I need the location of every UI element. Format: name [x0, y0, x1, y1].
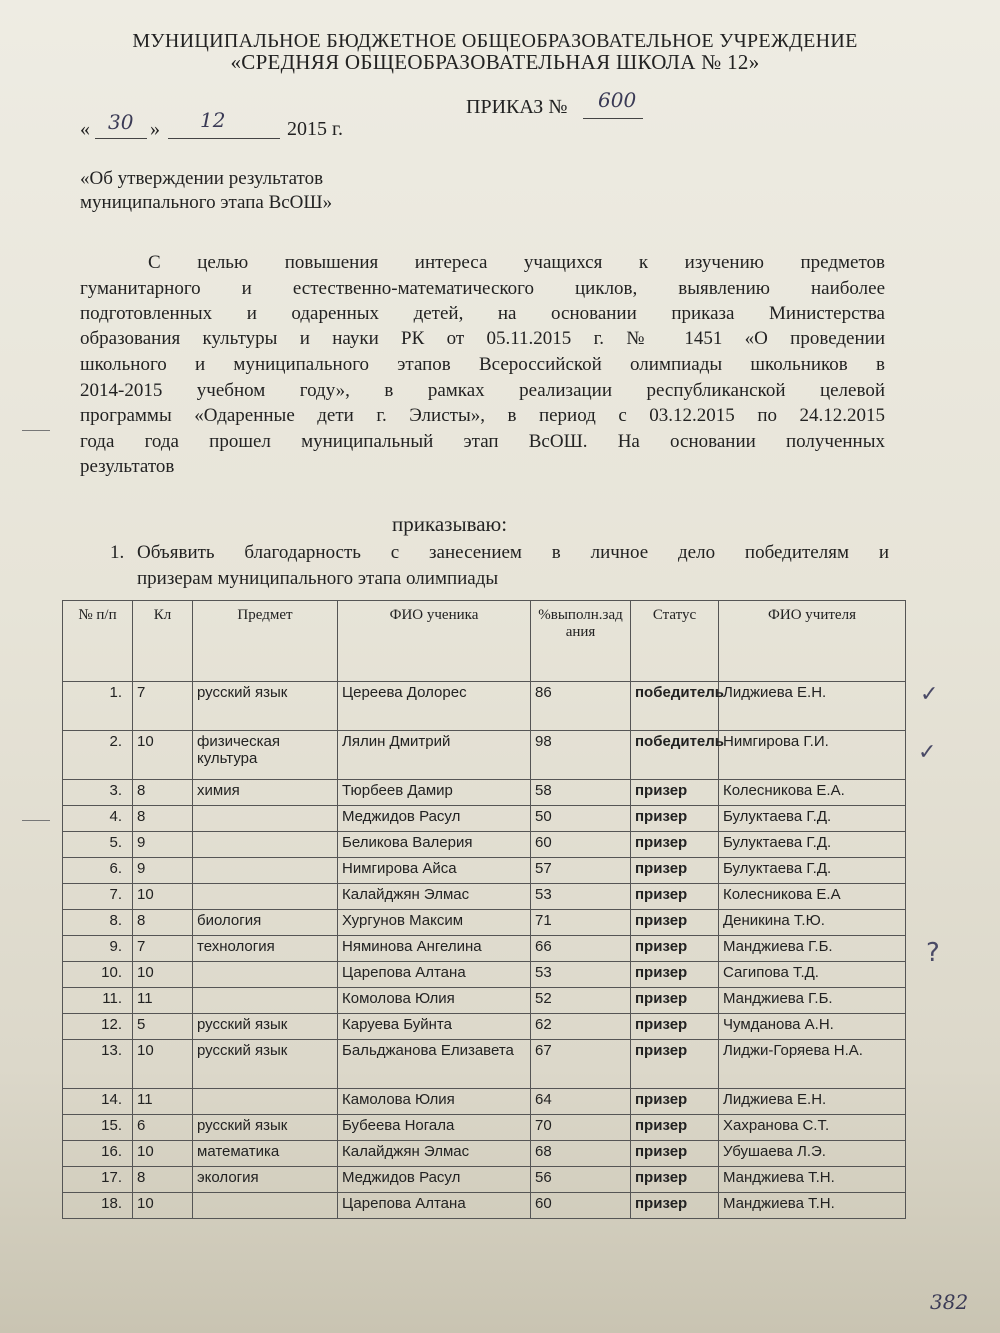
cell-status: призер: [631, 1014, 719, 1040]
cell-number: 15.: [63, 1115, 133, 1141]
body-line: года года прошел муниципальный этап ВсОШ. На основании полученных: [80, 431, 885, 452]
cell-student: Беликова Валерия: [338, 832, 531, 858]
date-day-line: [95, 138, 147, 139]
table-row: [63, 962, 906, 988]
cell-student: Каруева Буйнта: [338, 1014, 531, 1040]
cell-subject: русский язык: [193, 1014, 338, 1040]
body-line: подготовленных и одаренных детей, на основании приказа Министерства: [80, 303, 885, 324]
cell-student: Бубеева Ногала: [338, 1115, 531, 1141]
cell-subject: [193, 884, 338, 910]
cell-teacher: Чумданова А.Н.: [719, 1014, 906, 1040]
cell-student: Нимгирова Айса: [338, 858, 531, 884]
cell-status: призер: [631, 1141, 719, 1167]
cell-number: 10.: [63, 962, 133, 988]
cell-percent: 50: [531, 806, 631, 832]
cell-subject: [193, 806, 338, 832]
cell-status: призер: [631, 1089, 719, 1115]
table-row: [63, 1014, 906, 1040]
date-open-quote: «: [80, 118, 90, 140]
cell-class: 11: [133, 1089, 193, 1115]
cell-teacher: Сагипова Т.Д.: [719, 962, 906, 988]
item1-number: 1.: [110, 542, 125, 563]
cell-subject: [193, 1193, 338, 1219]
cell-percent: 86: [531, 682, 631, 731]
table-row: [63, 910, 906, 936]
cell-status: призер: [631, 832, 719, 858]
cell-class: 10: [133, 884, 193, 910]
table-row: [63, 806, 906, 832]
cell-class: 5: [133, 1014, 193, 1040]
table-row: [63, 936, 906, 962]
question-mark-icon: ?: [926, 938, 940, 968]
item1-line2: призерам муниципального этапа олимпиады: [137, 568, 499, 589]
cell-class: 6: [133, 1115, 193, 1141]
cell-class: 8: [133, 910, 193, 936]
cell-subject: [193, 832, 338, 858]
cell-number: 8.: [63, 910, 133, 936]
cell-percent: 60: [531, 1193, 631, 1219]
body-line: результатов: [80, 456, 175, 477]
cell-percent: 52: [531, 988, 631, 1014]
cell-percent: 98: [531, 731, 631, 780]
cell-teacher: Колесникова Е.А.: [719, 780, 906, 806]
cell-student: Лялин Дмитрий: [338, 731, 531, 780]
header-teacher: ФИО учителя: [719, 601, 906, 682]
body-line: школьного и муниципального этапов Всероссийской олимпиады школьников в: [80, 354, 885, 375]
cell-class: 10: [133, 962, 193, 988]
cell-teacher: Булуктаева Г.Д.: [719, 858, 906, 884]
cell-percent: 56: [531, 1167, 631, 1193]
cell-status: призер: [631, 858, 719, 884]
school-header-line2: «СРЕДНЯЯ ОБЩЕОБРАЗОВАТЕЛЬНАЯ ШКОЛА № 12»: [230, 50, 760, 74]
cell-class: 9: [133, 858, 193, 884]
subject-line1: «Об утверждении результатов: [80, 168, 324, 189]
margin-dash: [22, 820, 50, 821]
header-percent: %выполн.задания: [531, 601, 631, 682]
cell-number: 18.: [63, 1193, 133, 1219]
cell-teacher: Убушаева Л.Э.: [719, 1141, 906, 1167]
cell-student: Цереева Долорес: [338, 682, 531, 731]
body-line: гуманитарного и естественно-математического циклов, выявлению наиболее: [80, 278, 885, 299]
cell-status: победитель: [631, 731, 719, 780]
table-row: [63, 832, 906, 858]
table-row: [63, 1115, 906, 1141]
cell-number: 6.: [63, 858, 133, 884]
cell-percent: 60: [531, 832, 631, 858]
cell-student: Меджидов Расул: [338, 1167, 531, 1193]
check-mark-icon: ✓: [920, 682, 939, 707]
cell-class: 10: [133, 731, 193, 780]
cell-number: 11.: [63, 988, 133, 1014]
cell-subject: математика: [193, 1141, 338, 1167]
cell-number: 17.: [63, 1167, 133, 1193]
cell-subject: биология: [193, 910, 338, 936]
body-line: образования культуры и науки РК от 05.11.2015 г. № 1451 «О проведении: [80, 328, 885, 349]
cell-number: 3.: [63, 780, 133, 806]
cell-status: победитель: [631, 682, 719, 731]
cell-student: Тюрбеев Дамир: [338, 780, 531, 806]
cell-subject: [193, 858, 338, 884]
cell-class: 10: [133, 1141, 193, 1167]
body-line: С целью повышения интереса учащихся к изучению предметов: [148, 252, 885, 273]
cell-percent: 66: [531, 936, 631, 962]
cell-student: Няминова Ангелина: [338, 936, 531, 962]
table-row: [63, 1040, 906, 1089]
check-mark-icon: ✓: [918, 740, 937, 765]
cell-subject: физическая культура: [193, 731, 338, 780]
table-row: [63, 858, 906, 884]
school-header-line1: МУНИЦИПАЛЬНОЕ БЮДЖЕТНОЕ ОБЩЕОБРАЗОВАТЕЛЬНОЕ УЧРЕЖДЕНИЕ: [132, 30, 858, 52]
header-class: Кл: [133, 601, 193, 682]
table-row: [63, 884, 906, 910]
cell-status: призер: [631, 962, 719, 988]
cell-student: Меджидов Расул: [338, 806, 531, 832]
cell-subject: русский язык: [193, 682, 338, 731]
cell-percent: 71: [531, 910, 631, 936]
cell-status: призер: [631, 1167, 719, 1193]
cell-teacher: Булуктаева Г.Д.: [719, 832, 906, 858]
cell-status: призер: [631, 1040, 719, 1089]
cell-student: Хургунов Максим: [338, 910, 531, 936]
date-year: 2015 г.: [287, 118, 343, 140]
date-close-quote: »: [150, 118, 160, 140]
cell-number: 12.: [63, 1014, 133, 1040]
cell-subject: [193, 962, 338, 988]
cell-status: призер: [631, 780, 719, 806]
cell-student: Бальджанова Елизавета: [338, 1040, 531, 1089]
cell-subject: химия: [193, 780, 338, 806]
header-subject: Предмет: [193, 601, 338, 682]
cell-status: призер: [631, 884, 719, 910]
order-number-line: [583, 118, 643, 119]
body-line: программы «Одаренные дети г. Элисты», в период с 03.12.2015 по 24.12.2015: [80, 405, 885, 426]
cell-student: Царепова Алтана: [338, 962, 531, 988]
cell-status: призер: [631, 936, 719, 962]
cell-status: призер: [631, 910, 719, 936]
cell-student: Камолова Юлия: [338, 1089, 531, 1115]
cell-teacher: Манджиева Г.Б.: [719, 988, 906, 1014]
cell-percent: 53: [531, 884, 631, 910]
cell-subject: русский язык: [193, 1040, 338, 1089]
table-row: [63, 1141, 906, 1167]
cell-percent: 53: [531, 962, 631, 988]
order-label: ПРИКАЗ №: [466, 96, 568, 118]
cell-class: 11: [133, 988, 193, 1014]
decree-word: приказываю:: [392, 512, 508, 536]
order-number: 600: [598, 88, 637, 112]
table-row: [63, 731, 906, 780]
cell-teacher: Манджиева Т.Н.: [719, 1167, 906, 1193]
cell-subject: русский язык: [193, 1115, 338, 1141]
cell-teacher: Лиджи-Горяева Н.А.: [719, 1040, 906, 1089]
cell-teacher: Нимгирова Г.И.: [719, 731, 906, 780]
cell-student: Калайджян Элмас: [338, 1141, 531, 1167]
cell-class: 7: [133, 682, 193, 731]
cell-number: 5.: [63, 832, 133, 858]
cell-subject: технология: [193, 936, 338, 962]
cell-percent: 57: [531, 858, 631, 884]
cell-percent: 67: [531, 1040, 631, 1089]
header-student: ФИО ученика: [338, 601, 531, 682]
page-mark: 382: [930, 1290, 969, 1314]
cell-status: призер: [631, 988, 719, 1014]
cell-class: 9: [133, 832, 193, 858]
table-row: [63, 1167, 906, 1193]
cell-teacher: Лиджиева Е.Н.: [719, 682, 906, 731]
cell-class: 10: [133, 1040, 193, 1089]
table-row: [63, 1193, 906, 1219]
table-row: [63, 1089, 906, 1115]
cell-class: 8: [133, 806, 193, 832]
date-month: 12: [200, 108, 226, 132]
cell-teacher: Хахранова С.Т.: [719, 1115, 906, 1141]
cell-class: 8: [133, 1167, 193, 1193]
cell-student: Комолова Юлия: [338, 988, 531, 1014]
cell-number: 14.: [63, 1089, 133, 1115]
cell-teacher: Колесникова Е.А: [719, 884, 906, 910]
cell-percent: 70: [531, 1115, 631, 1141]
cell-subject: экология: [193, 1167, 338, 1193]
cell-number: 4.: [63, 806, 133, 832]
item1-line1: Объявить благодарность с занесением в личное дело победителям и: [137, 542, 889, 563]
table-header-row: [63, 601, 906, 682]
cell-status: призер: [631, 806, 719, 832]
cell-teacher: Манджиева Г.Б.: [719, 936, 906, 962]
cell-percent: 68: [531, 1141, 631, 1167]
cell-subject: [193, 1089, 338, 1115]
margin-dash: [22, 430, 50, 431]
cell-number: 9.: [63, 936, 133, 962]
cell-teacher: Деникина Т.Ю.: [719, 910, 906, 936]
cell-student: Калайджян Элмас: [338, 884, 531, 910]
date-month-line: [168, 138, 280, 139]
table-row: [63, 988, 906, 1014]
cell-teacher: Булуктаева Г.Д.: [719, 806, 906, 832]
subject-line2: муниципального этапа ВсОШ»: [80, 192, 333, 213]
results-table: [62, 600, 906, 1219]
cell-subject: [193, 988, 338, 1014]
cell-number: 2.: [63, 731, 133, 780]
cell-class: 10: [133, 1193, 193, 1219]
table-row: [63, 780, 906, 806]
cell-number: 16.: [63, 1141, 133, 1167]
cell-percent: 62: [531, 1014, 631, 1040]
cell-percent: 64: [531, 1089, 631, 1115]
cell-number: 7.: [63, 884, 133, 910]
header-number: № п/п: [63, 601, 133, 682]
table-row: [63, 682, 906, 731]
cell-teacher: Манджиева Т.Н.: [719, 1193, 906, 1219]
cell-percent: 58: [531, 780, 631, 806]
body-line: 2014-2015 учебном году», в рамках реализации республиканской целевой: [80, 380, 885, 401]
cell-teacher: Лиджиева Е.Н.: [719, 1089, 906, 1115]
cell-class: 7: [133, 936, 193, 962]
cell-status: призер: [631, 1193, 719, 1219]
cell-status: призер: [631, 1115, 719, 1141]
cell-student: Царепова Алтана: [338, 1193, 531, 1219]
cell-class: 8: [133, 780, 193, 806]
cell-number: 1.: [63, 682, 133, 731]
header-status: Статус: [631, 601, 719, 682]
cell-number: 13.: [63, 1040, 133, 1089]
date-day: 30: [108, 110, 134, 134]
